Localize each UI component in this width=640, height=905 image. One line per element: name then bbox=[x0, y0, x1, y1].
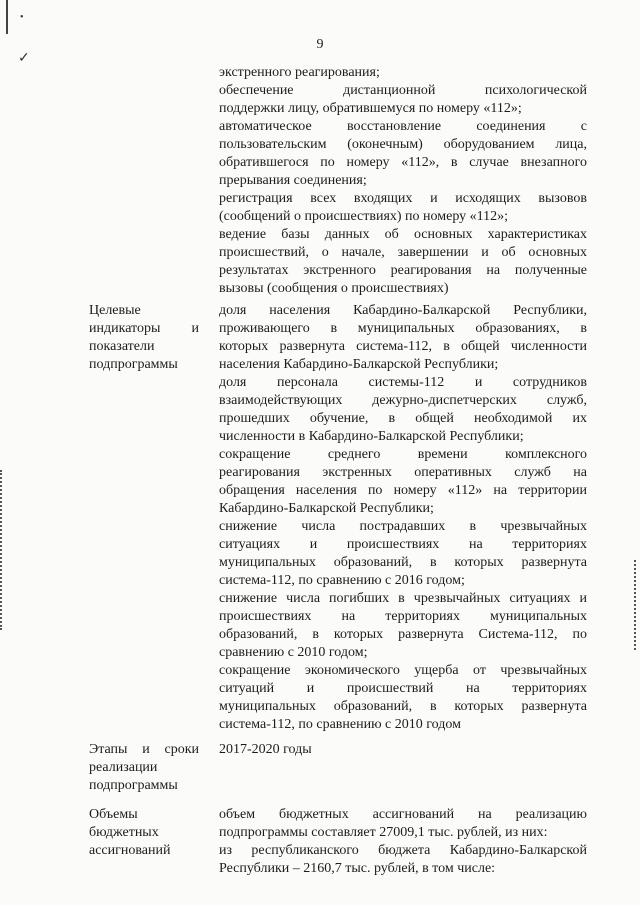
text-line: муниципальных образований, в которых развернута bbox=[219, 699, 587, 714]
text-line: Республики – 2160,7 тыс. рублей, в том числе: bbox=[219, 861, 496, 876]
text-line: сравнению с 2010 годом; bbox=[219, 645, 368, 660]
section-label bbox=[89, 741, 199, 795]
text-line: подпрограммы bbox=[89, 778, 178, 793]
scan-edge-right bbox=[634, 560, 638, 650]
text-line: сокращение среднего времени комплексного bbox=[219, 447, 587, 462]
text-line: доля персонала системы-112 и сотрудников bbox=[219, 375, 587, 390]
text-line: происшествиях на территориях муниципальных bbox=[219, 609, 587, 624]
text-line: взаимодействующих дежурно-диспетчерских служб, bbox=[219, 393, 587, 408]
text-line: 2017-2020 годы bbox=[219, 742, 312, 757]
section-label bbox=[89, 302, 199, 374]
section-content bbox=[219, 806, 587, 878]
text-line: индикаторы и bbox=[89, 321, 199, 336]
text-line: прошедших обучение, в общей необходимой их bbox=[219, 411, 587, 426]
section-content bbox=[219, 302, 587, 734]
text-line: населения Кабардино-Балкарской Республики; bbox=[219, 357, 499, 372]
text-line: доля населения Кабардино-Балкарской Республики, bbox=[219, 303, 587, 318]
text-line: Этапы и сроки bbox=[89, 742, 199, 757]
section-label bbox=[89, 806, 199, 860]
text-line: реализации bbox=[89, 760, 158, 775]
text-line: обеспечение дистанционной психологической bbox=[219, 83, 587, 98]
text-line: Целевые bbox=[89, 303, 141, 318]
text-line: сокращение экономического ущерба от чрезвычайных bbox=[219, 663, 587, 678]
text-line: пользовательским (оконечным) оборудованием лица, bbox=[219, 137, 587, 152]
text-line: подпрограммы составляет 27009,1 тыс. рублей, из них: bbox=[219, 825, 548, 840]
text-line: бюджетных bbox=[89, 825, 159, 840]
text-line: муниципальных образований, в которых развернута bbox=[219, 555, 587, 570]
continuation-text bbox=[219, 64, 587, 298]
section-content bbox=[219, 741, 587, 759]
text-line: (сообщений о происшествиях) по номеру «112»; bbox=[219, 209, 509, 224]
scan-edge-left bbox=[0, 470, 4, 630]
text-line: снижение числа погибших в чрезвычайных ситуациях и bbox=[219, 591, 587, 606]
text-line: ситуаций и происшествий на территориях bbox=[219, 681, 587, 696]
text-line: вызовы (сообщения о происшествиях) bbox=[219, 281, 449, 296]
text-line: ситуациях и происшествиях на территориях bbox=[219, 537, 587, 552]
text-line: происшествий, о начале, завершении и об основных bbox=[219, 245, 587, 260]
margin-check-mark: ✓ bbox=[18, 51, 30, 66]
text-line: автоматическое восстановление соединения с bbox=[219, 119, 587, 134]
text-line: экстренного реагирования; bbox=[219, 65, 380, 80]
text-line: поддержки лицу, обратившемуся по номеру «112»; bbox=[219, 101, 522, 116]
text-line: регистрация всех входящих и исходящих вызовов bbox=[219, 191, 587, 206]
text-line: численности в Кабардино-Балкарской Республики; bbox=[219, 429, 524, 444]
text-line: ассигнований bbox=[89, 843, 171, 858]
text-line: система-112, по сравнению с 2010 годом bbox=[219, 717, 461, 732]
text-line: обратившегося по номеру «112», в случае внезапного bbox=[219, 155, 587, 170]
text-line: проживающего в муниципальных образованиях, в bbox=[219, 321, 587, 336]
text-line: реагирования экстренных оперативных служб на bbox=[219, 465, 587, 480]
text-line: показатели bbox=[89, 339, 155, 354]
text-line: ведение базы данных об основных характеристиках bbox=[219, 227, 587, 242]
text-line: обращения населения по номеру «112» на территории bbox=[219, 483, 587, 498]
text-line: результатах экстренного реагирования на полученные bbox=[219, 263, 587, 278]
text-line: снижение числа пострадавших в чрезвычайных bbox=[219, 519, 587, 534]
text-line: объем бюджетных ассигнований на реализацию bbox=[219, 807, 587, 822]
text-line: Кабардино-Балкарской Республики; bbox=[219, 501, 434, 516]
text-line: из республиканского бюджета Кабардино-Балкарской bbox=[219, 843, 587, 858]
text-line: прерывания соединения; bbox=[219, 173, 367, 188]
text-line: подпрограммы bbox=[89, 357, 178, 372]
text-line: Объемы bbox=[89, 807, 138, 822]
text-line: образований, в которых развернута Система-112, по bbox=[219, 627, 587, 642]
margin-mark: • bbox=[20, 12, 24, 23]
text-line: которых развернута система-112, в общей численности bbox=[219, 339, 587, 354]
margin-binding-line bbox=[6, 0, 8, 34]
page-number: 9 bbox=[316, 37, 324, 52]
text-line: система-112, по сравнению с 2016 годом; bbox=[219, 573, 465, 588]
